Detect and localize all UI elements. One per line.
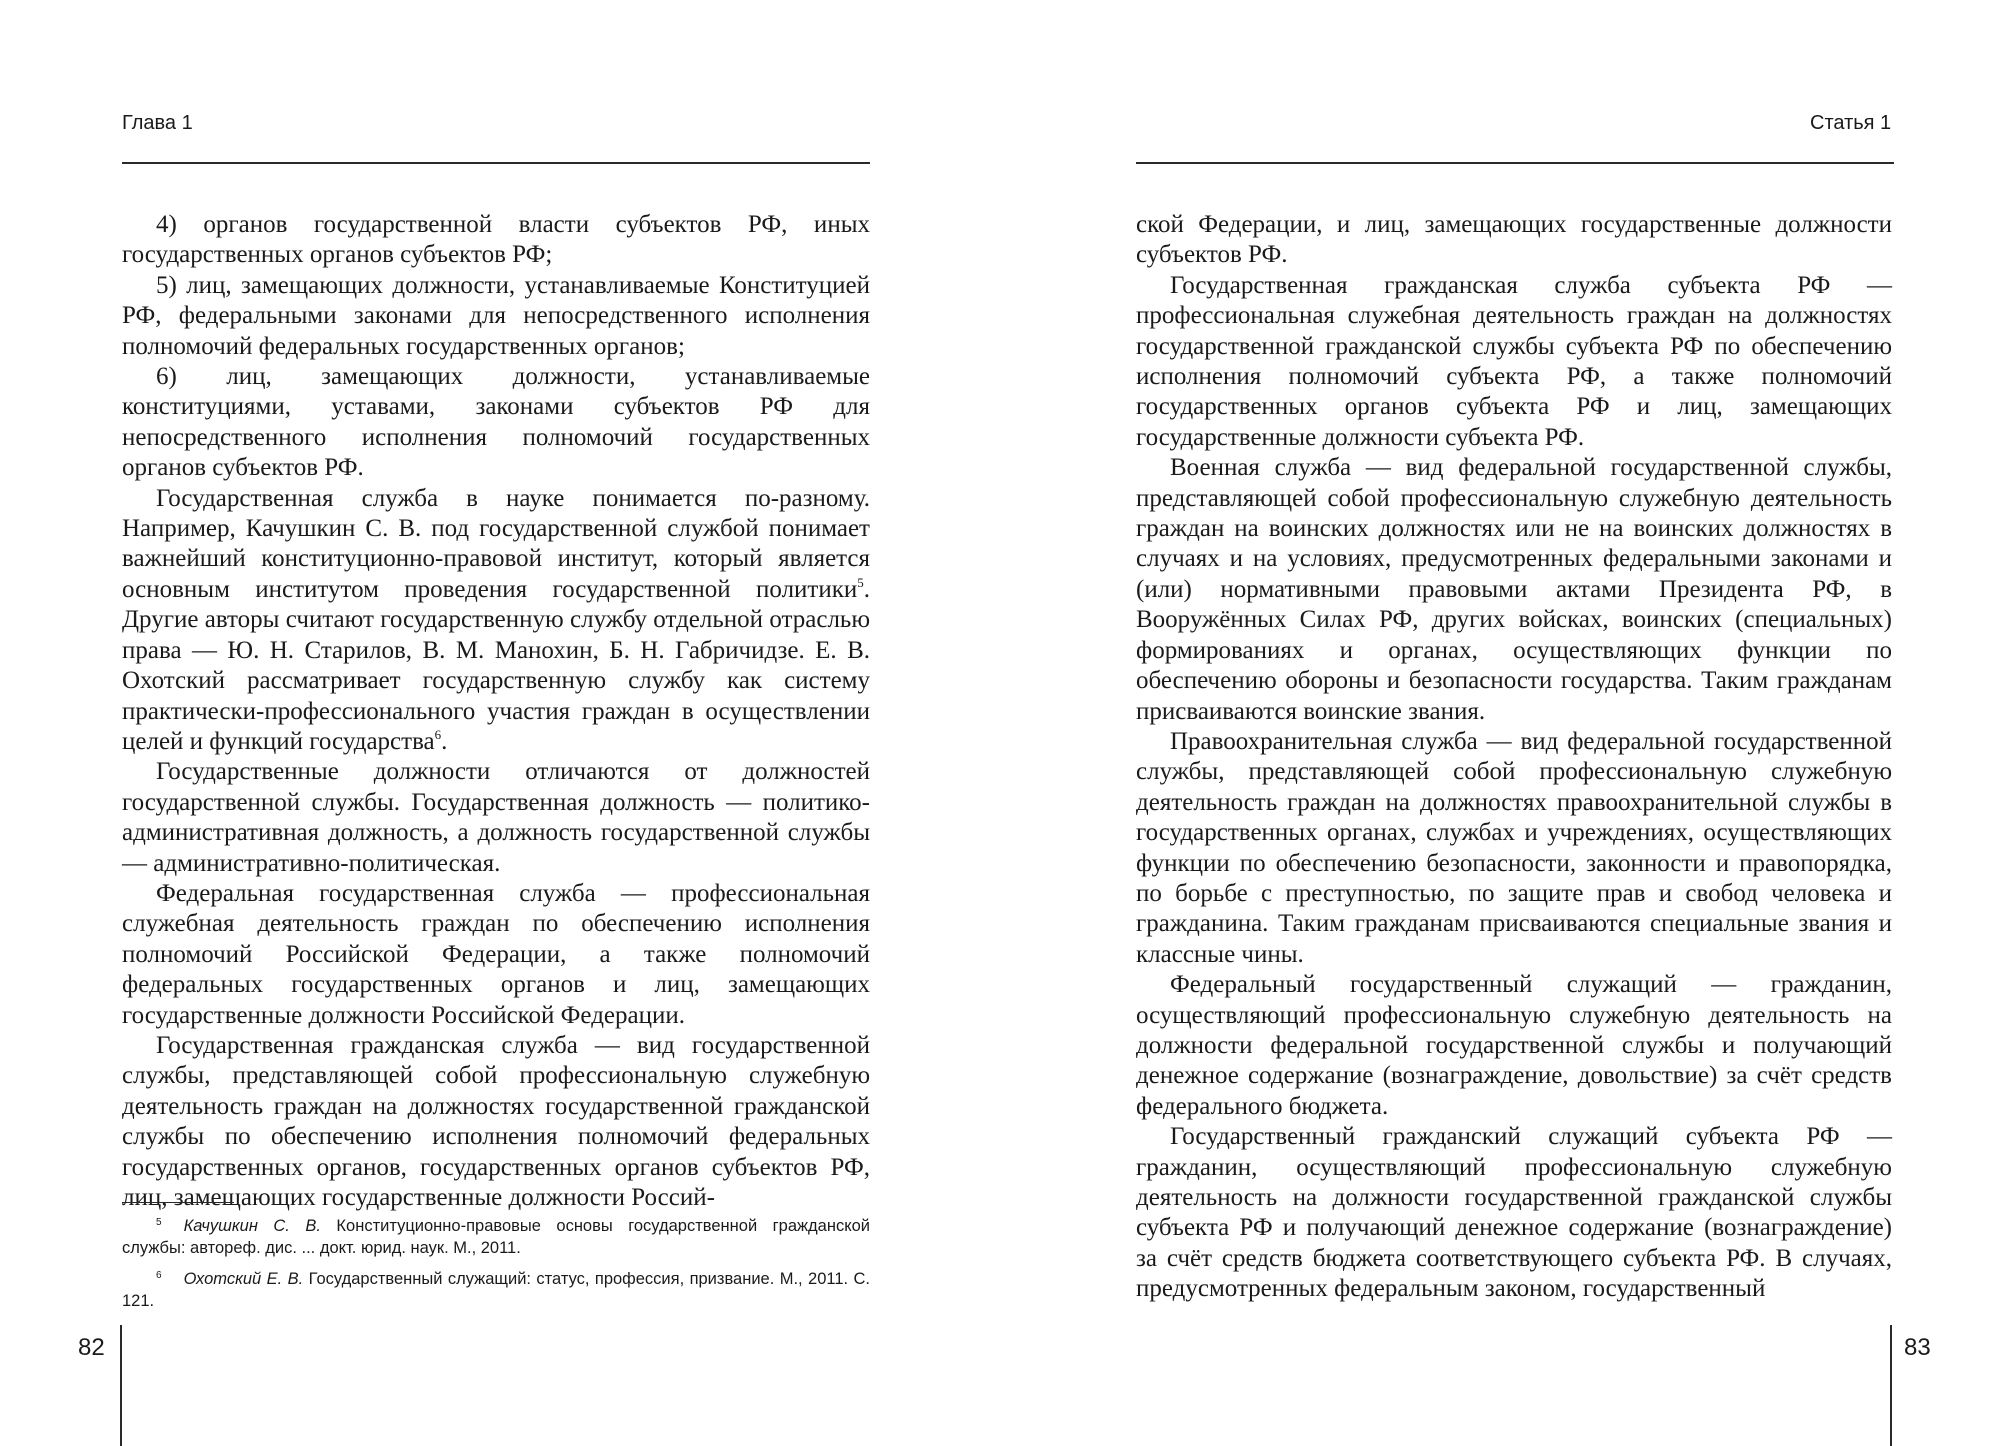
footnote-text: Государственный служащий: статус, профессия, призвание. М., 2011. С. 121. [122, 1270, 871, 1310]
footnote-number: 5 [156, 1217, 162, 1228]
paragraph: Федеральный государственный служащий — гражданин, осуществляющий профессиональную служебную деятельность на должности федеральной государственной службы и получающий денежное содержание (вознаграждение, довольствие) за счёт средств федерального бюджета. [1136, 971, 1892, 1120]
footnote [122, 1212, 870, 1259]
paragraph: Военная служба — вид федеральной государственной службы, представляющей собой профессиональную служебную деятельность граждан на воинских должностях или не на воинских должностях в случаях и на условиях, предусмотренных федеральными законами и (или) нормативными правовыми актами Президента РФ, в Вооружённых Силах РФ, других войсках, воинских (специальных) формированиях и органах, осуществляющих функции по обеспечению обороны и безопасности государства. Таким гражданам присваиваются воинские звания. [1136, 454, 1892, 725]
footnote-author: Качушкин С. В. [183, 1217, 321, 1235]
paragraph-text: . Другие авторы считают государственную службу отдельной отраслью права — Ю. Н. Старилов, В. М. Манохин, Б. Н. Габричидзе. Е. В. Охотский рассматривает государственную службу как систему практически-профессионального участия граждан в осуществлении целей и функций государства [122, 575, 870, 755]
paragraph: Государственная гражданская служба — вид государственной службы, представляющей собой профессиональную служебную деятельность граждан на должностях государственной гражданской службы по обеспечению исполнения полномочий федеральных государственных органов, государственных органов субъектов РФ, лиц, замещающих государственные должности Россий- [122, 1031, 870, 1211]
footnote-text: Конституционно-правовые основы государственной гражданской службы: автореф. дис. ... докт. юрид. наук. М., 2011. [122, 1217, 870, 1257]
footnote-ref[interactable]: 5 [857, 574, 864, 590]
paragraph: ской Федерации, и лиц, замещающих государственные должности субъектов РФ. [1136, 211, 1892, 269]
paragraph-text: Государственная служба в науке понимается по-разному. Например, Качушкин С. В. под государственной службой понимает важнейший конституционно-правовой институт, который является основным институтом проведения государственной политики [122, 484, 870, 603]
paragraph-text: . [441, 727, 448, 755]
footnote-number: 6 [156, 1270, 162, 1281]
footnote-rule [122, 1202, 234, 1203]
folio-bar-left [120, 1325, 122, 1446]
paragraph: Государственная гражданская служба субъекта РФ — профессиональная служебная деятельность граждан на должностях государственной гражданской службы субъекта РФ по обеспечению исполнения полномочий субъекта РФ, а также полномочий государственных органов субъекта РФ и лиц, замещающих государственные должности субъекта РФ. [1136, 271, 1892, 451]
footnote-ref[interactable]: 6 [434, 726, 442, 742]
footnotes [122, 1212, 870, 1318]
header-rule-left [122, 162, 870, 164]
list-item: 6) лиц, замещающих должности, устанавливаемые конституциями, уставами, законами субъектов РФ для непосредственного исполнения полномочий государственных органов субъектов РФ. [122, 363, 870, 482]
header-rule-right [1136, 162, 1894, 164]
page-number-right: 83 [1904, 1334, 1931, 1361]
paragraph: Государственный гражданский служащий субъекта РФ — гражданин, осуществляющий профессиональную служебную деятельность на должности государственной гражданской службы субъекта РФ и получающий денежное содержание (вознаграждение) за счёт средств бюджета соответствующего субъекта РФ. В случаях, предусмотренных федеральным законом, государственный [1136, 1123, 1892, 1303]
right-text-column [1136, 210, 1892, 1305]
page-number-left: 82 [78, 1334, 105, 1361]
running-head-right: Статья 1 [1810, 112, 1892, 134]
right-page [1000, 0, 2000, 1446]
paragraph: Государственные должности отличаются от должностей государственной службы. Государственная должность — политико-административная должность, а должность государственной службы — административно-политическая. [122, 758, 870, 877]
paragraph: Федеральная государственная служба — профессиональная служебная деятельность граждан по обеспечению исполнения полномочий Российской Федерации, а также полномочий федеральных государственных органов и лиц, замещающих государственные должности Российской Федерации. [122, 879, 870, 1029]
paragraph: Правоохранительная служба — вид федеральной государственной службы, представляющей собой профессиональную служебную деятельность граждан на должностях правоохранительной службы в государственных органах, службах и учреждениях, осуществляющих функции по обеспечению безопасности, законности и правопорядка, по борьбе с преступностью, по защите прав и свобод человека и гражданина. Таким гражданам присваиваются специальные звания и классные чины. [1136, 727, 1892, 968]
list-item: 4) органов государственной власти субъектов РФ, иных государственных органов субъектов РФ; [122, 211, 870, 269]
running-head-left: Глава 1 [122, 112, 193, 134]
folio-bar-right [1890, 1325, 1892, 1446]
left-text-column [122, 210, 870, 1213]
footnote [122, 1265, 870, 1312]
paragraph [122, 484, 870, 758]
list-item: 5) лиц, замещающих должности, устанавливаемые Конституцией РФ, федеральными законами для непосредственного исполнения полномочий федеральных государственных органов; [122, 271, 870, 360]
footnote-author: Охотский Е. В. [183, 1270, 304, 1288]
